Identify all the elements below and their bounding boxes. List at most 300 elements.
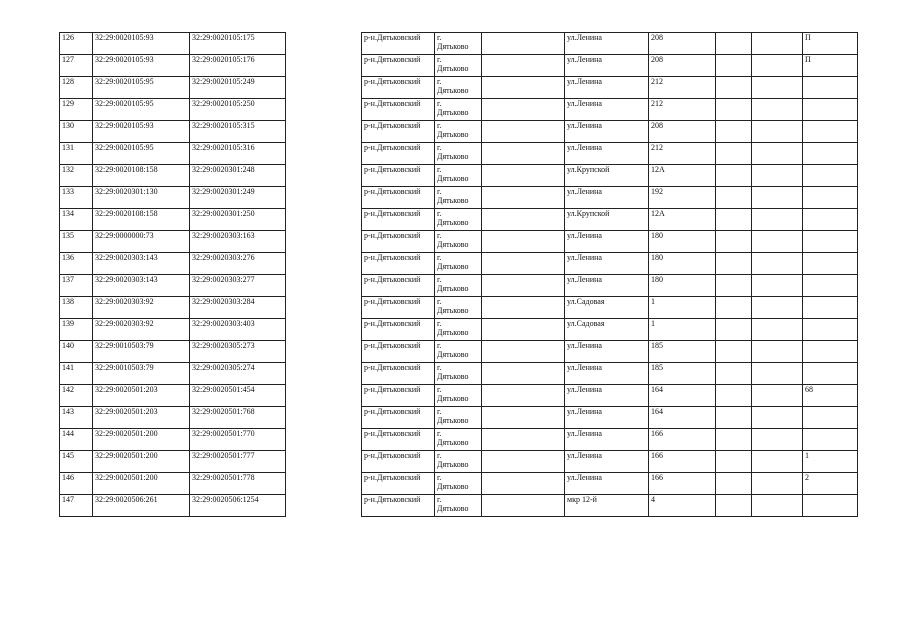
district: р-н.Дятьковский [362, 231, 435, 253]
table-row [362, 495, 858, 517]
empty-cell [752, 77, 803, 99]
locality-name: Дятьково [437, 218, 469, 227]
street: ул.Ленина [565, 451, 649, 473]
empty-cell [716, 319, 752, 341]
locality-name: Дятьково [437, 394, 469, 403]
locality-name: Дятьково [437, 86, 469, 95]
house-number: 212 [649, 99, 716, 121]
district: р-н.Дятьковский [362, 297, 435, 319]
empty-cell [482, 275, 565, 297]
street: ул.Ленина [565, 99, 649, 121]
district: р-н.Дятьковский [362, 341, 435, 363]
table-row [60, 33, 286, 55]
table-row [60, 99, 286, 121]
locality [435, 33, 482, 55]
district: р-н.Дятьковский [362, 187, 435, 209]
locality-name: Дятьково [437, 284, 469, 293]
cadastral-number-object: 32:29:0020303:403 [190, 319, 286, 341]
table-row [60, 275, 286, 297]
row-number: 135 [60, 231, 93, 253]
empty-cell [752, 143, 803, 165]
street: ул.Ленина [565, 275, 649, 297]
empty-cell [752, 319, 803, 341]
apartment [803, 319, 858, 341]
house-number: 208 [649, 121, 716, 143]
empty-cell [752, 121, 803, 143]
cadastral-number-parcel: 32:29:0020105:95 [93, 77, 190, 99]
empty-cell [752, 99, 803, 121]
locality-name: Дятьково [437, 328, 469, 337]
locality-type: г. [437, 121, 442, 130]
cadastral-number-parcel: 32:29:0020105:93 [93, 33, 190, 55]
empty-cell [482, 473, 565, 495]
cadastral-number-parcel: 32:29:0020105:95 [93, 143, 190, 165]
cadastral-number-object: 32:29:0020105:250 [190, 99, 286, 121]
table-row [362, 187, 858, 209]
street: ул.Садовая [565, 319, 649, 341]
street: ул.Садовая [565, 297, 649, 319]
apartment [803, 165, 858, 187]
empty-cell [752, 429, 803, 451]
house-number: 166 [649, 451, 716, 473]
empty-cell [752, 253, 803, 275]
empty-cell [752, 341, 803, 363]
table-row [60, 253, 286, 275]
house-number: 4 [649, 495, 716, 517]
cadastral-number-parcel: 32:29:0020501:203 [93, 407, 190, 429]
empty-cell [482, 143, 565, 165]
table-row [362, 143, 858, 165]
empty-cell [752, 209, 803, 231]
cadastral-number-object: 32:29:0020501:454 [190, 385, 286, 407]
locality [435, 143, 482, 165]
locality-type: г. [437, 407, 442, 416]
street: ул.Ленина [565, 253, 649, 275]
empty-cell [716, 209, 752, 231]
district: р-н.Дятьковский [362, 121, 435, 143]
empty-cell [716, 253, 752, 275]
district: р-н.Дятьковский [362, 473, 435, 495]
street: ул.Крупской [565, 165, 649, 187]
street: ул.Ленина [565, 121, 649, 143]
cadastral-number-object: 32:29:0020301:249 [190, 187, 286, 209]
district: р-н.Дятьковский [362, 165, 435, 187]
table-row [362, 55, 858, 77]
locality-name: Дятьково [437, 482, 469, 491]
empty-cell [716, 429, 752, 451]
locality [435, 187, 482, 209]
locality [435, 429, 482, 451]
empty-cell [752, 473, 803, 495]
empty-cell [482, 33, 565, 55]
table-row [60, 165, 286, 187]
row-number: 136 [60, 253, 93, 275]
house-number: 164 [649, 385, 716, 407]
locality-type: г. [437, 99, 442, 108]
locality-name: Дятьково [437, 196, 469, 205]
empty-cell [752, 407, 803, 429]
cadastral-number-object: 32:29:0020303:276 [190, 253, 286, 275]
locality-name: Дятьково [437, 372, 469, 381]
cadastral-number-object: 32:29:0020305:273 [190, 341, 286, 363]
cadastral-number-object: 32:29:0020301:248 [190, 165, 286, 187]
locality-name: Дятьково [437, 42, 469, 51]
street: ул.Ленина [565, 429, 649, 451]
house-number: 1 [649, 297, 716, 319]
table-row [362, 429, 858, 451]
locality [435, 121, 482, 143]
row-number: 140 [60, 341, 93, 363]
empty-cell [482, 209, 565, 231]
locality [435, 451, 482, 473]
empty-cell [482, 187, 565, 209]
empty-cell [716, 407, 752, 429]
cadastral-number-object: 32:29:0020305:274 [190, 363, 286, 385]
locality-type: г. [437, 451, 442, 460]
empty-cell [482, 341, 565, 363]
locality-type: г. [437, 33, 442, 42]
apartment: 2 [803, 473, 858, 495]
apartment [803, 297, 858, 319]
row-number: 126 [60, 33, 93, 55]
locality-name: Дятьково [437, 152, 469, 161]
empty-cell [716, 297, 752, 319]
empty-cell [752, 165, 803, 187]
street: ул.Ленина [565, 33, 649, 55]
table-row [362, 473, 858, 495]
row-number: 137 [60, 275, 93, 297]
apartment [803, 209, 858, 231]
locality [435, 253, 482, 275]
house-number: 166 [649, 473, 716, 495]
street: ул.Ленина [565, 385, 649, 407]
row-number: 127 [60, 55, 93, 77]
apartment [803, 407, 858, 429]
empty-cell [482, 121, 565, 143]
cadastral-number-object: 32:29:0020303:277 [190, 275, 286, 297]
locality [435, 385, 482, 407]
cadastral-number-parcel: 32:29:0020301:130 [93, 187, 190, 209]
table-row [362, 341, 858, 363]
house-number: 185 [649, 341, 716, 363]
house-number: 208 [649, 55, 716, 77]
house-number: 212 [649, 77, 716, 99]
empty-cell [482, 429, 565, 451]
empty-cell [716, 473, 752, 495]
table-row [362, 363, 858, 385]
empty-cell [716, 99, 752, 121]
cadastral-number-parcel: 32:29:0020108:158 [93, 209, 190, 231]
district: р-н.Дятьковский [362, 209, 435, 231]
apartment: П [803, 55, 858, 77]
apartment [803, 341, 858, 363]
row-number: 145 [60, 451, 93, 473]
street: ул.Ленина [565, 473, 649, 495]
empty-cell [752, 33, 803, 55]
district: р-н.Дятьковский [362, 55, 435, 77]
empty-cell [482, 253, 565, 275]
house-number: 164 [649, 407, 716, 429]
street: ул.Ленина [565, 341, 649, 363]
locality-name: Дятьково [437, 130, 469, 139]
row-number: 130 [60, 121, 93, 143]
house-number: 180 [649, 231, 716, 253]
house-number: 180 [649, 253, 716, 275]
table-row [362, 451, 858, 473]
registry-left-body [60, 33, 286, 517]
locality [435, 473, 482, 495]
registry-table-left [59, 32, 286, 517]
cadastral-number-object: 32:29:0020501:770 [190, 429, 286, 451]
cadastral-number-parcel: 32:29:0020108:158 [93, 165, 190, 187]
house-number: 185 [649, 363, 716, 385]
district: р-н.Дятьковский [362, 319, 435, 341]
locality-name: Дятьково [437, 460, 469, 469]
cadastral-number-object: 32:29:0020501:777 [190, 451, 286, 473]
street: мкр 12-й [565, 495, 649, 517]
locality-type: г. [437, 231, 442, 240]
row-number: 131 [60, 143, 93, 165]
cadastral-number-parcel: 32:29:0020303:92 [93, 297, 190, 319]
cadastral-number-object: 32:29:0020501:778 [190, 473, 286, 495]
empty-cell [752, 495, 803, 517]
cadastral-number-object: 32:29:0020105:249 [190, 77, 286, 99]
empty-cell [716, 77, 752, 99]
empty-cell [482, 451, 565, 473]
locality-type: г. [437, 55, 442, 64]
table-row [60, 77, 286, 99]
table-row [362, 99, 858, 121]
registry-table-right [361, 32, 858, 517]
house-number: 1 [649, 319, 716, 341]
empty-cell [752, 275, 803, 297]
table-row [60, 341, 286, 363]
table-row [362, 231, 858, 253]
locality-type: г. [437, 77, 442, 86]
locality [435, 297, 482, 319]
empty-cell [716, 231, 752, 253]
locality-type: г. [437, 363, 442, 372]
table-row [60, 407, 286, 429]
empty-cell [716, 385, 752, 407]
apartment [803, 363, 858, 385]
locality-type: г. [437, 275, 442, 284]
empty-cell [752, 363, 803, 385]
empty-cell [752, 451, 803, 473]
table-row [60, 209, 286, 231]
cadastral-number-object: 32:29:0020303:163 [190, 231, 286, 253]
row-number: 128 [60, 77, 93, 99]
empty-cell [752, 55, 803, 77]
empty-cell [716, 341, 752, 363]
house-number: 212 [649, 143, 716, 165]
locality-type: г. [437, 187, 442, 196]
district: р-н.Дятьковский [362, 275, 435, 297]
street: ул.Ленина [565, 77, 649, 99]
empty-cell [716, 363, 752, 385]
district: р-н.Дятьковский [362, 33, 435, 55]
empty-cell [482, 297, 565, 319]
street: ул.Крупской [565, 209, 649, 231]
empty-cell [482, 99, 565, 121]
row-number: 133 [60, 187, 93, 209]
table-row [362, 319, 858, 341]
locality [435, 165, 482, 187]
district: р-н.Дятьковский [362, 143, 435, 165]
table-row [362, 33, 858, 55]
cadastral-number-parcel: 32:29:0010503:79 [93, 341, 190, 363]
empty-cell [482, 77, 565, 99]
cadastral-number-object: 32:29:0020105:175 [190, 33, 286, 55]
table-row [60, 55, 286, 77]
cadastral-number-object: 32:29:0020506:1254 [190, 495, 286, 517]
locality-name: Дятьково [437, 108, 469, 117]
row-number: 134 [60, 209, 93, 231]
apartment [803, 253, 858, 275]
locality [435, 407, 482, 429]
cadastral-number-parcel: 32:29:0020501:203 [93, 385, 190, 407]
locality-name: Дятьково [437, 262, 469, 271]
empty-cell [482, 55, 565, 77]
apartment [803, 187, 858, 209]
locality [435, 55, 482, 77]
table-row [362, 385, 858, 407]
locality-type: г. [437, 495, 442, 504]
street: ул.Ленина [565, 231, 649, 253]
cadastral-number-parcel: 32:29:0020105:95 [93, 99, 190, 121]
empty-cell [482, 231, 565, 253]
table-row [362, 407, 858, 429]
apartment: П [803, 33, 858, 55]
empty-cell [752, 297, 803, 319]
house-number: 192 [649, 187, 716, 209]
cadastral-number-object: 32:29:0020105:316 [190, 143, 286, 165]
empty-cell [716, 165, 752, 187]
cadastral-number-parcel: 32:29:0020303:92 [93, 319, 190, 341]
district: р-н.Дятьковский [362, 99, 435, 121]
cadastral-number-parcel: 32:29:0020105:93 [93, 121, 190, 143]
cadastral-number-parcel: 32:29:0020105:93 [93, 55, 190, 77]
street: ул.Ленина [565, 55, 649, 77]
house-number: 12А [649, 165, 716, 187]
locality-type: г. [437, 429, 442, 438]
locality-type: г. [437, 165, 442, 174]
cadastral-number-parcel: 32:29:0020303:143 [93, 253, 190, 275]
row-number: 129 [60, 99, 93, 121]
locality [435, 275, 482, 297]
locality [435, 99, 482, 121]
empty-cell [716, 143, 752, 165]
apartment [803, 121, 858, 143]
table-row [362, 165, 858, 187]
table-row [60, 495, 286, 517]
table-row [362, 253, 858, 275]
district: р-н.Дятьковский [362, 77, 435, 99]
cadastral-number-parcel: 32:29:0020501:200 [93, 429, 190, 451]
row-number: 147 [60, 495, 93, 517]
apartment: 1 [803, 451, 858, 473]
locality-type: г. [437, 319, 442, 328]
district: р-н.Дятьковский [362, 407, 435, 429]
locality [435, 231, 482, 253]
locality [435, 319, 482, 341]
street: ул.Ленина [565, 363, 649, 385]
district: р-н.Дятьковский [362, 451, 435, 473]
cadastral-number-object: 32:29:0020105:315 [190, 121, 286, 143]
empty-cell [752, 187, 803, 209]
apartment [803, 275, 858, 297]
district: р-н.Дятьковский [362, 253, 435, 275]
table-row [362, 297, 858, 319]
row-number: 146 [60, 473, 93, 495]
apartment [803, 495, 858, 517]
locality-type: г. [437, 143, 442, 152]
empty-cell [716, 121, 752, 143]
registry-right-body [362, 33, 858, 517]
locality-name: Дятьково [437, 350, 469, 359]
row-number: 141 [60, 363, 93, 385]
cadastral-number-object: 32:29:0020105:176 [190, 55, 286, 77]
empty-cell [482, 385, 565, 407]
apartment: 68 [803, 385, 858, 407]
empty-cell [482, 363, 565, 385]
cadastral-number-object: 32:29:0020501:768 [190, 407, 286, 429]
row-number: 143 [60, 407, 93, 429]
table-row [60, 143, 286, 165]
district: р-н.Дятьковский [362, 385, 435, 407]
apartment [803, 99, 858, 121]
row-number: 142 [60, 385, 93, 407]
table-row [60, 363, 286, 385]
locality-type: г. [437, 209, 442, 218]
empty-cell [482, 319, 565, 341]
empty-cell [752, 385, 803, 407]
locality-type: г. [437, 385, 442, 394]
locality [435, 77, 482, 99]
locality [435, 495, 482, 517]
locality-type: г. [437, 253, 442, 262]
empty-cell [482, 407, 565, 429]
empty-cell [716, 275, 752, 297]
empty-cell [716, 33, 752, 55]
locality [435, 341, 482, 363]
row-number: 138 [60, 297, 93, 319]
empty-cell [716, 55, 752, 77]
table-row [60, 451, 286, 473]
house-number: 208 [649, 33, 716, 55]
locality-name: Дятьково [437, 504, 469, 513]
locality-type: г. [437, 297, 442, 306]
row-number: 132 [60, 165, 93, 187]
locality-name: Дятьково [437, 174, 469, 183]
table-row [362, 209, 858, 231]
locality-type: г. [437, 341, 442, 350]
locality-name: Дятьково [437, 306, 469, 315]
locality-name: Дятьково [437, 438, 469, 447]
table-row [60, 187, 286, 209]
locality-name: Дятьково [437, 416, 469, 425]
table-row [362, 77, 858, 99]
row-number: 139 [60, 319, 93, 341]
street: ул.Ленина [565, 407, 649, 429]
locality-name: Дятьково [437, 240, 469, 249]
apartment [803, 143, 858, 165]
empty-cell [716, 495, 752, 517]
locality [435, 209, 482, 231]
empty-cell [482, 495, 565, 517]
empty-cell [716, 187, 752, 209]
apartment [803, 77, 858, 99]
